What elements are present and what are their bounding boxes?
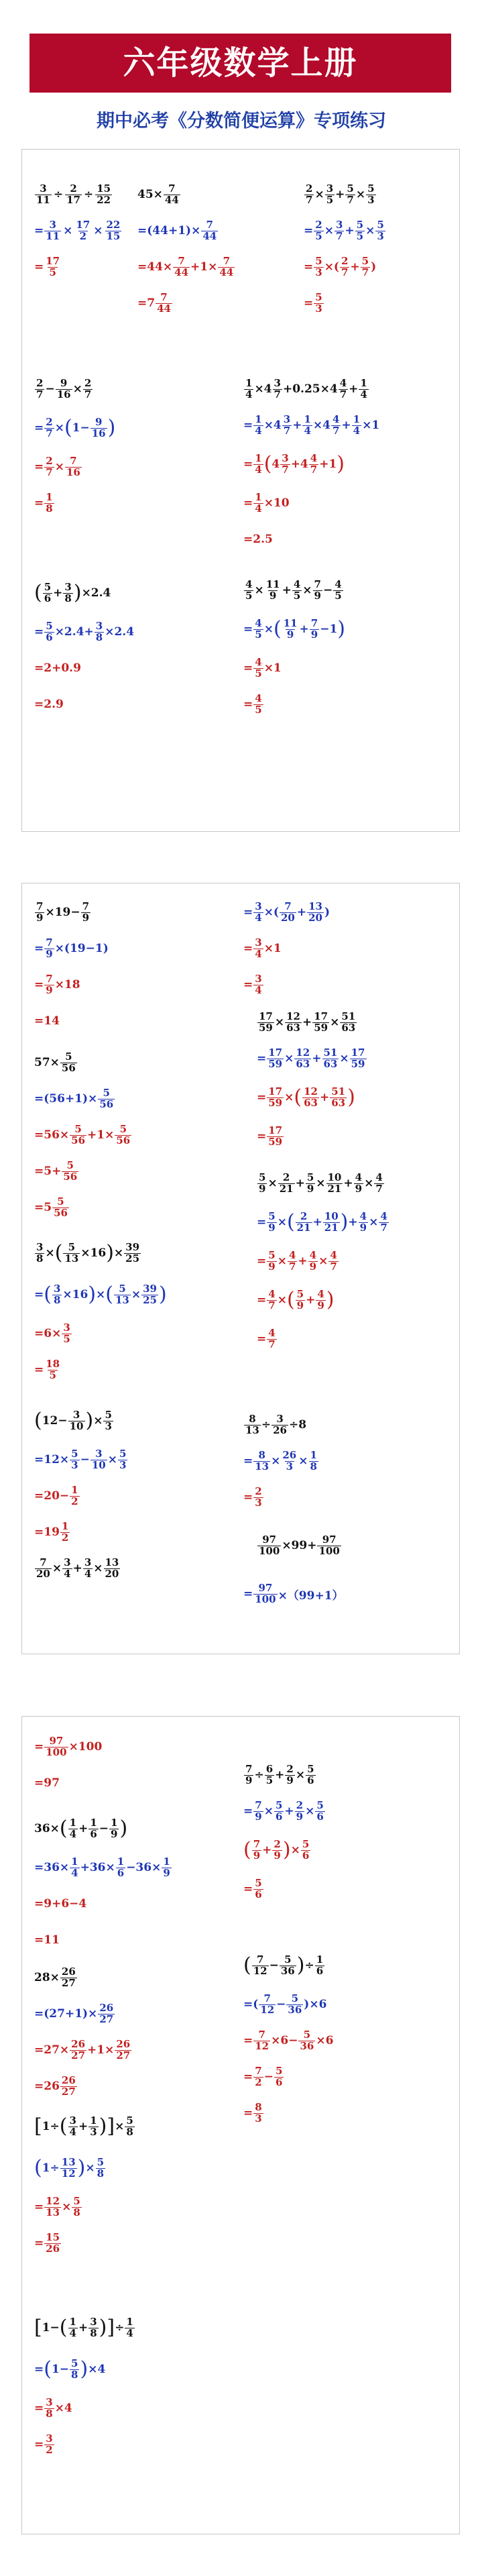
problem-22: ( $\frac{7}{12}$ − $\frac{5}{36}$ ) ÷ $\frac{1}{6}$ =( $\frac{7}{12}$ − $\frac{5}{36}$ )×6 = $\frac{7}{12}$ ×6− $\frac{5}{36}$ ×6 = $\frac{7}{2}$ − $\frac{5}{6}$ = $\frac{8}{3}$ (243, 1953, 334, 2125)
title-banner: 六年级数学上册 (29, 34, 451, 93)
problem-16: $\frac{97}{100}$ ×99+ $\frac{97}{100}$ (259, 1533, 340, 1557)
problem-12: = $\frac{3}{4}$ ×( $\frac{7}{20}$ + $\frac{13}{20}$ ) = $\frac{3}{4}$ ×1 = $\frac{3}{4}$ (243, 900, 330, 996)
problem-11: ( 12− $\frac{3}{10}$ ) × $\frac{5}{3}$ =12× $\frac{5}{3}$ − $\frac{3}{10}$ × $\frac{5}{3}$ =20− $\frac{1}{2}$ =19 $\frac{1}{2}$ $\frac{7}{20}$ × $\frac{3}{4}$ + $\frac{3}{4}$ × $\frac{13}{20}$ (34, 1408, 127, 1580)
problem-17: 36× ( $\frac{1}{4}$ + $\frac{1}{6}$ − $\frac{1}{9}$ ) =36× $\frac{1}{4}$ +36× $\frac{1}{6}$ −36× $\frac{1}{9}$ =9+6−4 =11 (34, 1816, 170, 1947)
problem-20: [ 1− ( $\frac{1}{4}$ + $\frac{3}{8}$ ) ] ÷ $\frac{1}{4}$ = ( 1− $\frac{5}{8}$ ) ×4 = $\frac{3}{8}$ ×4 = $\frac{3}{2}$ (34, 2315, 133, 2456)
problem-6: ( $\frac{5}{6}$ + $\frac{3}{8}$ ) ×2.4 = $\frac{5}{6}$ ×2.4+ $\frac{3}{8}$ ×2.4 =2+0.9 =2.9 (34, 580, 135, 711)
problem-9: 57× $\frac{5}{56}$ =(56+1)× $\frac{5}{56}$ =56× $\frac{5}{56}$ +1× $\frac{5}{56}$ =5+ $\frac{5}{56}$ =5 $\frac{5}{56}$ (34, 1050, 131, 1219)
problem-8: $\frac{7}{9}$ ×19− $\frac{7}{9}$ = $\frac{7}{9}$ ×(19−1) = $\frac{7}{9}$ ×18 =14 (34, 900, 109, 1028)
exercise-card-3 (21, 1716, 460, 2534)
problem-18: 28× $\frac{26}{27}$ =(27+1)× $\frac{26}{27}$ =27× $\frac{26}{27}$ +1× $\frac{26}{27}$ =26 $\frac{26}{27}$ (34, 1965, 131, 2098)
problem-13: $\frac{17}{59}$ × $\frac{12}{63}$ + $\frac{17}{59}$ × $\frac{51}{63}$ = $\frac{17}{59}$ × $\frac{12}{63}$ + $\frac{51}{63}$ × $\frac{17}{59}$ = $\frac{17}{59}$ × ( $\frac{12}{63}$ + $\frac{51}{63}$ ) = $\frac{17}{59}$ (257, 1010, 365, 1148)
problem-10: $\frac{3}{8}$ × ( $\frac{5}{13}$ ×16 ) × $\frac{39}{25}$ = ( $\frac{3}{8}$ ×16 ) × ( $\frac{5}{13}$ × $\frac{39}{25}$ ) =6× $\frac{3}{5}$ = $\frac{18}{5}$ (34, 1240, 167, 1381)
problem-4: $\frac{2}{7}$ − $\frac{9}{16}$ × $\frac{2}{7}$ = $\frac{2}{7}$ × ( 1− $\frac{9}{16}$ ) = $\frac{2}{7}$ × $\frac{7}{16}$ = $\frac{1}{8}$ (34, 376, 116, 515)
problem-14: $\frac{5}{9}$ × $\frac{2}{21}$ + $\frac{5}{9}$ × $\frac{10}{21}$ + $\frac{4}{9}$ × $\frac{4}{7}$ = $\frac{5}{9}$ × ( $\frac{2}{21}$ + $\frac{10}{21}$ ) + $\frac{4}{9}$ × $\frac{4}{7}$ = $\frac{5}{9}$ × $\frac{4}{7}$ + $\frac{4}{9}$ × $\frac{4}{7}$ = $\frac{4}{7}$ × ( $\frac{5}{9}$ + $\frac{4}{9}$ ) = $\frac{4}{7}$ (257, 1171, 387, 1350)
problem-7: $\frac{4}{5}$ × $\frac{11}{9}$ + $\frac{4}{5}$ × $\frac{7}{9}$ − $\frac{4}{5}$ = $\frac{4}{5}$ × ( $\frac{11}{9}$ + $\frac{7}{9}$ −1 ) = $\frac{4}{5}$ ×1 = $\frac{4}{5}$ (243, 578, 346, 716)
problem-16-step: = $\frac{97}{100}$ ×（99+1） (243, 1581, 344, 1605)
problem-5: $\frac{1}{4}$ ×4 $\frac{3}{7}$ +0.25×4 $\frac{4}{7}$ + $\frac{1}{4}$ = $\frac{1}{4}$ ×4 $\frac{3}{7}$ + $\frac{1}{4}$ ×4 $\frac{4}{7}$ + $\frac{1}{4}$ ×1 = $\frac{1}{4}$ ( 4 $\frac{3}{7}$ +4 $\frac{4}{7}$ +1 ) = $\frac{1}{4}$ ×10 =2.5 (243, 376, 380, 546)
problem-2: 45× $\frac{7}{44}$ =(44+1)× $\frac{7}{44}$ =44× $\frac{7}{44}$ +1× $\frac{7}{44}$ =7 $\frac{7}{44}$ (137, 182, 234, 315)
problem-21: $\frac{7}{9}$ ÷ $\frac{6}{5}$ + $\frac{2}{9}$ × $\frac{5}{6}$ = $\frac{7}{9}$ × $\frac{5}{6}$ + $\frac{2}{9}$ × $\frac{5}{6}$ ( $\frac{7}{9}$ + $\frac{2}{9}$ ) × $\frac{5}{6}$ = $\frac{5}{6}$ (243, 1762, 324, 1900)
exercise-card-2 (21, 883, 460, 1654)
problem-15: $\frac{8}{13}$ ÷ $\frac{3}{26}$ ÷8 = $\frac{8}{13}$ × $\frac{26}{3}$ × $\frac{1}{8}$ = $\frac{2}{3}$ (243, 1412, 317, 1509)
problem-3: $\frac{2}{7}$ × $\frac{3}{5}$ + $\frac{5}{7}$ × $\frac{5}{3}$ = $\frac{2}{5}$ × $\frac{3}{7}$ + $\frac{5}{5}$ × $\frac{5}{3}$ = $\frac{5}{3}$ ×( $\frac{2}{7}$ + $\frac{5}{7}$ ) = $\frac{5}{3}$ (304, 182, 384, 315)
exercise-card-1 (21, 149, 460, 832)
problem-1: $\frac{3}{11}$ ÷ $\frac{2}{17}$ ÷ $\frac{15}{22}$ = $\frac{3}{11}$ × $\frac{17}{2}$ × $\frac{22}{15}$ = $\frac{17}{5}$ (34, 182, 121, 278)
problem-16-cont: = $\frac{97}{100}$ ×100 =97 (34, 1734, 103, 1790)
problem-19: [ 1÷ ( $\frac{3}{4}$ + $\frac{1}{3}$ ) ] × $\frac{5}{8}$ ( 1÷ $\frac{13}{12}$ ) × $\frac{5}{8}$ = $\frac{12}{13}$ × $\frac{5}{8}$ = $\frac{15}{26}$ (34, 2114, 133, 2255)
subtitle: 期中必考《分数简便运算》专项练习 (97, 111, 386, 131)
